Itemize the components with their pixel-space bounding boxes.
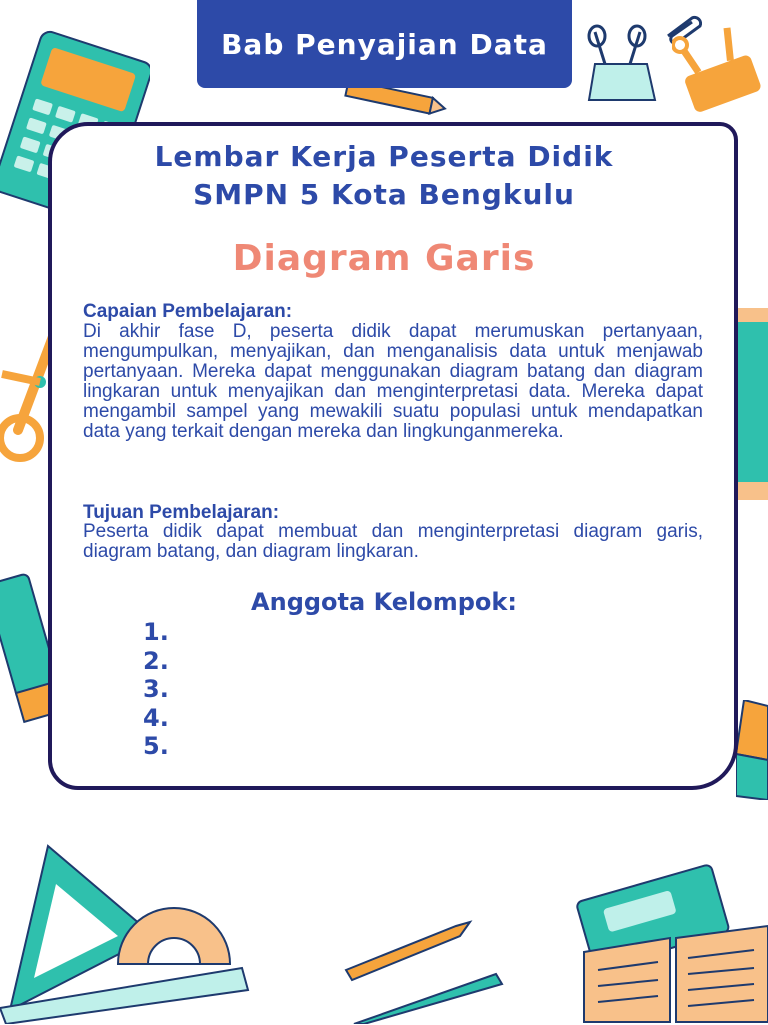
list-item: 2.: [143, 646, 169, 675]
worksheet-title: Lembar Kerja Peserta Didik: [154, 140, 614, 173]
capaian-body: Di akhir fase D, peserta didik dapat merumuskan pertanyaan, mengumpulkan, menyajikan, dan menganalisis data untuk menjawab pertanyaan. Mereka dapat menggunakan diagram batang dan diagram lingkaran untuk menyajikan dan menginterpretasi data. Mereka dapat mengambil sampel yang mewakili suatu populasi untuk mendapatkan data yang terkait dengan mereka dan lingkunganmereka.: [83, 321, 703, 442]
ruler-icon: [0, 960, 250, 1024]
pen-icon: [350, 970, 505, 1024]
list-item: 1.: [143, 618, 169, 646]
list-item: 4.: [143, 703, 169, 732]
chapter-banner: [197, 0, 572, 88]
capaian-title: Capaian Pembelajaran:: [83, 301, 293, 322]
highlighter-icon: [736, 700, 768, 800]
banner-title: Bab Penyajian Data: [221, 27, 548, 61]
tujuan-title: Tujuan Pembelajaran:: [83, 502, 280, 523]
school-name: SMPN 5 Kota Bengkulu: [193, 178, 575, 211]
member-list: [143, 618, 169, 761]
list-item: 3.: [143, 675, 169, 703]
topic-title: Diagram Garis: [232, 238, 536, 279]
list-item: 5.: [143, 732, 169, 760]
binder-clip-icon: [672, 25, 768, 120]
binder-clip-icon: [585, 22, 660, 107]
members-title: Anggota Kelompok:: [251, 588, 517, 616]
open-book-icon: [578, 922, 768, 1024]
tujuan-body: Peserta didik dapat membuat dan menginterpretasi diagram garis, diagram batang, dan diagram lingkaran.: [83, 521, 703, 562]
